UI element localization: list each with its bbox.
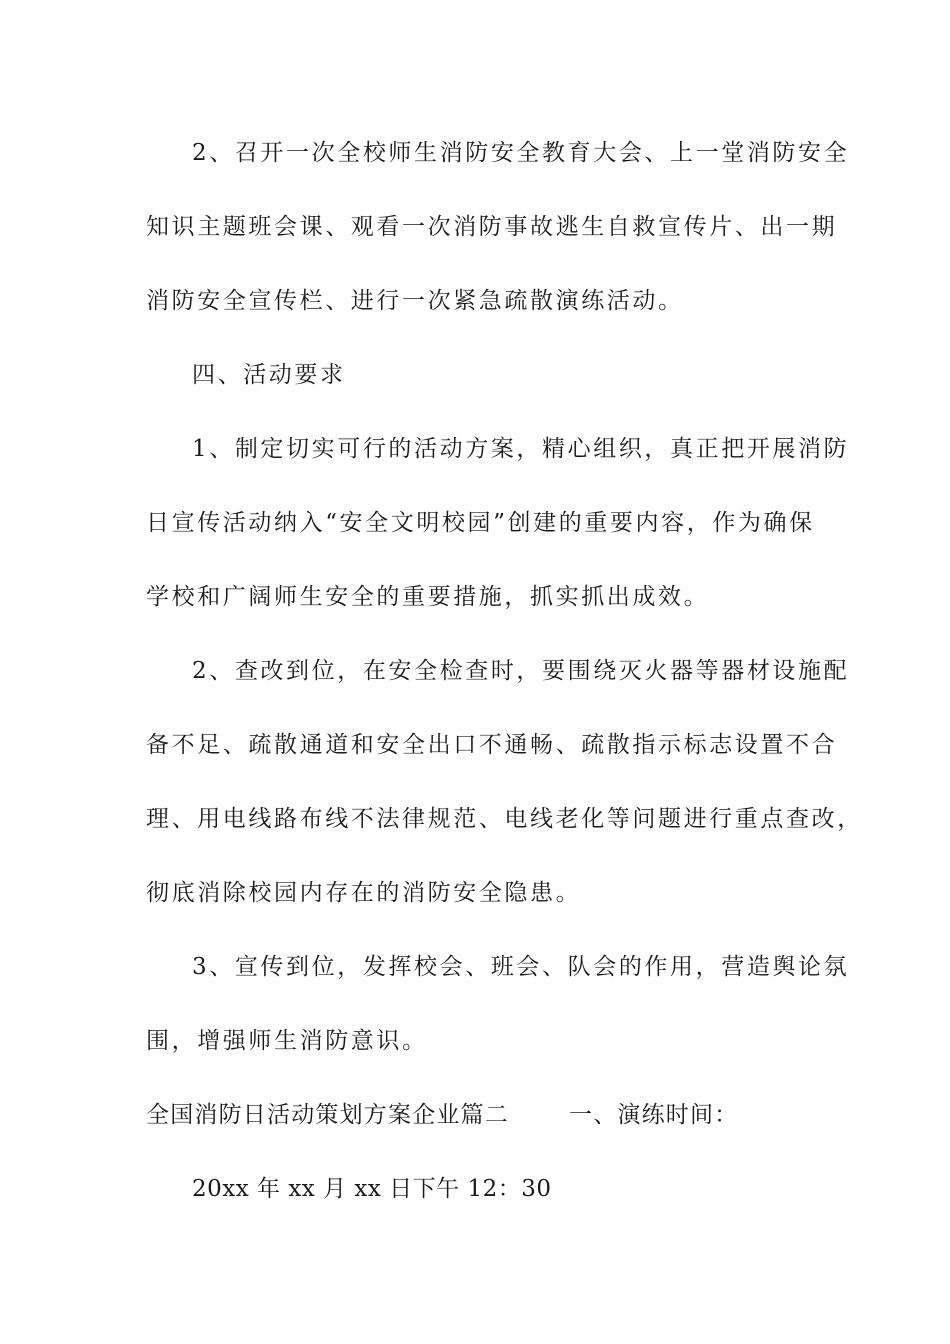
requirement-2-line-2: 备不足、疏散通道和安全出口不通畅、疏散指示标志设置不合 [146, 732, 838, 758]
requirement-2-line-4: 彻底消除校园内存在的消防安全隐患。 [146, 880, 582, 906]
drill-date: 20xx 年 xx 月 xx 日下午 12：30 [192, 1176, 552, 1202]
paragraph-2-line-3: 消防安全宣传栏、进行一次紧急疏散演练活动。 [146, 288, 684, 314]
section-title-line [146, 1100, 738, 1130]
section-title: 全国消防日活动策划方案企业篇二 [146, 1102, 509, 1128]
paragraph-2-line-1: 2、召开一次全校师生消防安全教育大会、上一堂消防安全 [192, 140, 850, 166]
requirement-2-line-1: 2、查改到位，在安全检查时，要围绕灭火器等器材设施配 [192, 658, 850, 684]
requirement-3-line-1: 3、宣传到位，发挥校会、班会、队会的作用，营造舆论氛 [192, 954, 850, 980]
section-first-item: 一、演练时间： [569, 1102, 739, 1128]
requirement-2-line-3: 理、用电线路布线不法律规范、电线老化等问题进行重点查改， [146, 806, 863, 832]
paragraph-2-line-2: 知识主题班会课、观看一次消防事故逃生自救宣传片、出一期 [146, 214, 838, 240]
requirement-3-line-2: 围，增强师生消防意识。 [146, 1028, 428, 1054]
section-heading-requirements: 四、活动要求 [192, 362, 346, 388]
requirement-1-line-1: 1、制定切实可行的活动方案，精心组织，真正把开展消防 [192, 436, 850, 462]
requirement-1-line-2: 日宣传活动纳入“安全文明校园”创建的重要内容，作为确保 [146, 510, 815, 536]
requirement-1-line-3: 学校和广阔师生安全的重要措施，抓实抓出成效。 [146, 584, 710, 610]
